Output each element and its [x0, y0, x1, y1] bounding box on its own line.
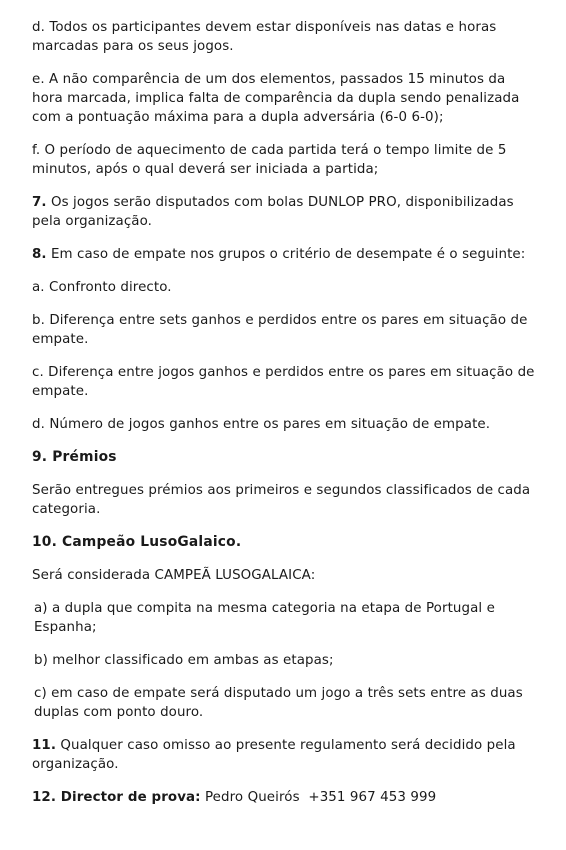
rule-12 — [32, 788, 537, 807]
criterion-b: b. Diferença entre sets ganhos e perdidos entre os pares em situação de empate. — [32, 313, 528, 347]
rule-10-intro: Será considerada CAMPEÃ LUSOGALAICA: — [32, 568, 316, 583]
criterion-a: a. Confronto directo. — [32, 280, 172, 295]
rule-8 — [32, 245, 537, 264]
condition-c: c) em caso de empate será disputado um jogo a três sets entre as duas duplas com ponto douro. — [34, 686, 523, 720]
item-f-warmup: f. O período de aquecimento de cada partida terá o tempo limite de 5 minutos, após o qual deverá ser iniciada a partida; — [32, 143, 507, 177]
rule-9-heading: 9. Prémios — [32, 449, 117, 465]
rule-10-heading: 10. Campeão LusoGalaico. — [32, 534, 242, 550]
item-d-participants: d. Todos os participantes devem estar disponíveis nas datas e horas marcadas para os seus jogos. — [32, 20, 497, 54]
rule-11-number: 11. — [32, 738, 57, 753]
rule-7-number: 7. — [32, 195, 47, 210]
item-e-absence: e. A não comparência de um dos elementos, passados 15 minutos da hora marcada, implica falta de comparência da dupla sendo penalizada com a pontuação máxima para a dupla adversária (6-0 6-0); — [32, 72, 520, 125]
rule-7 — [32, 193, 537, 231]
rule-8-text: Em caso de empate nos grupos o critério de desempate é o seguinte: — [46, 247, 526, 262]
rule-11 — [32, 736, 537, 774]
rule-11-text: Qualquer caso omisso ao presente regulamento será decidido pela organização. — [32, 738, 516, 772]
rule-7-text: Os jogos serão disputados com bolas DUNLOP PRO, disponibilizadas pela organização. — [32, 195, 514, 229]
criterion-d: d. Número de jogos ganhos entre os pares em situação de empate. — [32, 417, 491, 432]
condition-b: b) melhor classificado em ambas as etapas; — [34, 653, 334, 668]
director-phone: +351 967 453 999 — [299, 790, 437, 805]
criterion-c: c. Diferença entre jogos ganhos e perdidos entre os pares em situação de empate. — [32, 365, 535, 399]
rule-8-number: 8. — [32, 247, 47, 262]
rule-9-text: Serão entregues prémios aos primeiros e segundos classificados de cada categoria. — [32, 483, 531, 517]
director-name: Pedro Queirós — [200, 790, 300, 805]
condition-a: a) a dupla que compita na mesma categoria na etapa de Portugal e Espanha; — [34, 601, 495, 635]
rule-12-label: 12. Director de prova: — [32, 790, 201, 805]
regulation-page — [32, 18, 537, 821]
